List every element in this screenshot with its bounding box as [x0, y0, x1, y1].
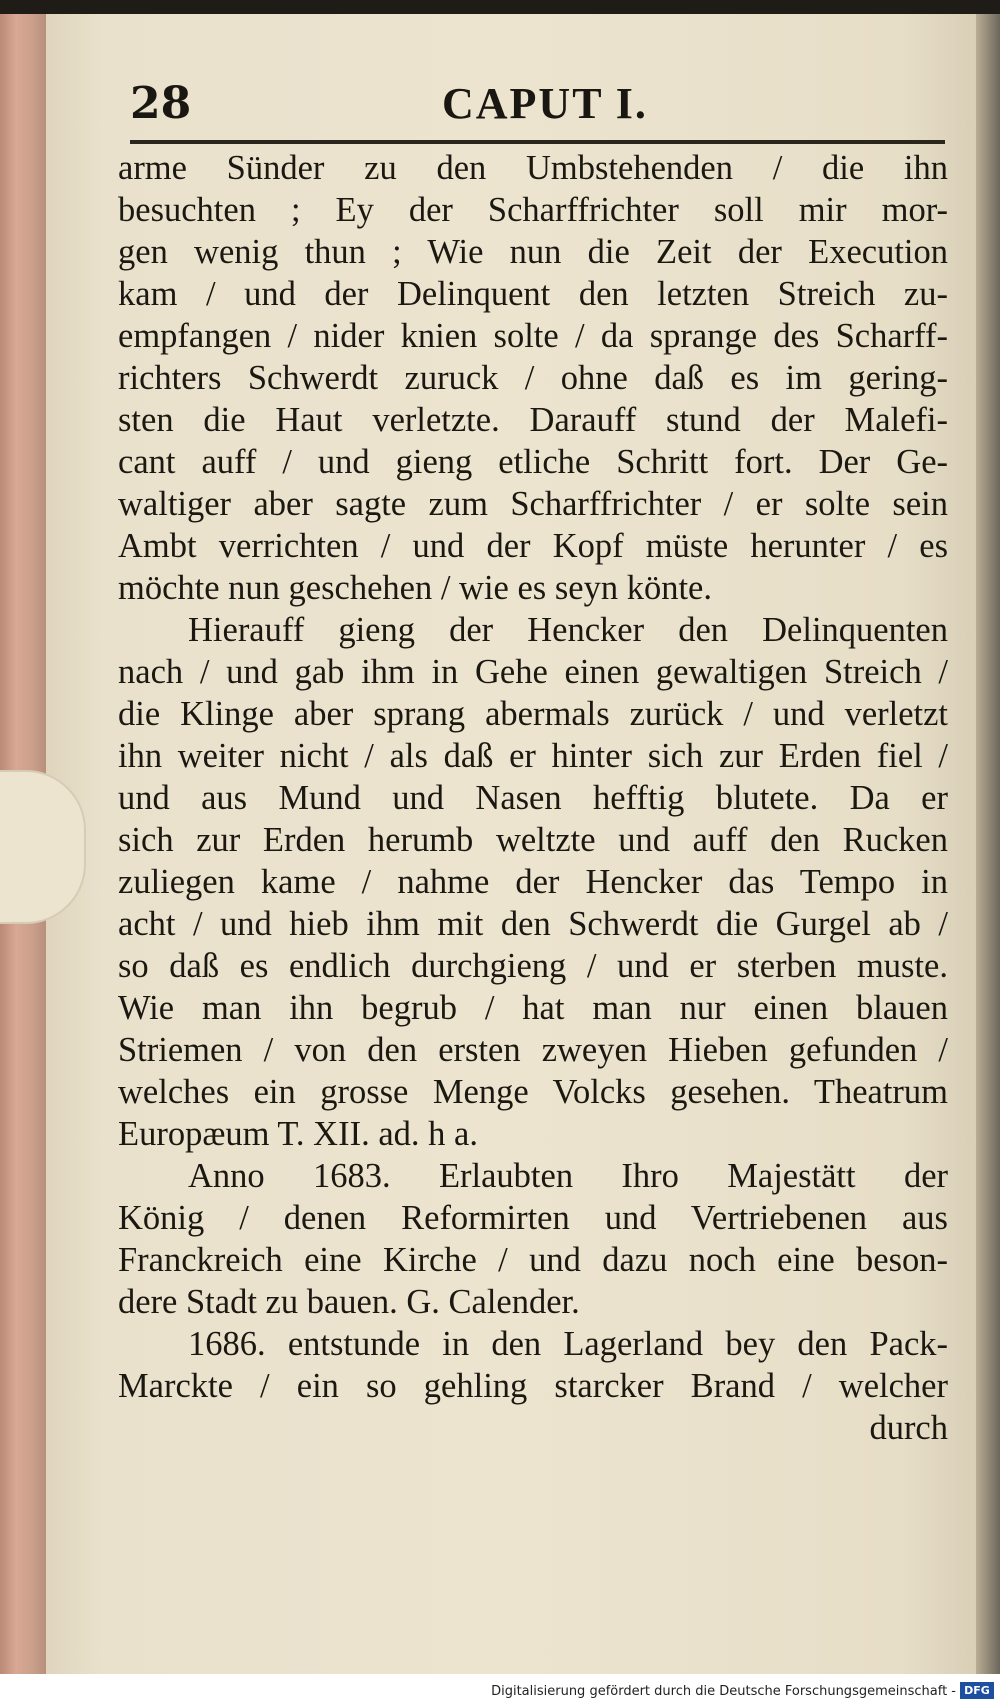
text-line: Hierauff gieng der Hencker den Delinquenten: [188, 611, 948, 649]
text-line: empfangen / nider knien solte / da sprange des Scharff-: [118, 317, 948, 355]
text-line: acht / und hieb ihm mit den Schwerdt die Gurgel ab /: [118, 905, 948, 943]
text-line: 1686. entstunde in den Lagerland bey den Pack-: [188, 1325, 948, 1363]
text-line: Anno 1683. Erlaubten Ihro Majestätt der: [188, 1157, 948, 1195]
text-line: zuliegen kame / nahme der Hencker das Tempo in: [118, 863, 948, 901]
text-line: besuchten ; Ey der Scharffrichter soll mir mor-: [118, 191, 948, 229]
text-line: richters Schwerdt zuruck / ohne daß es im gering-: [118, 359, 948, 397]
text-line: dere Stadt zu bauen. G. Calender.: [118, 1283, 580, 1321]
text-line: möchte nun geschehen / wie es seyn könte.: [118, 569, 712, 607]
text-line: Marckte / ein so gehling starcker Brand / welcher: [118, 1367, 948, 1405]
text-line: durch: [869, 1409, 948, 1447]
text-line: arme Sünder zu den Umbstehenden / die ihn: [118, 149, 948, 187]
header-rule: [130, 140, 945, 144]
text-line: Wie man ihn begrub / hat man nur einen blauen: [118, 989, 948, 1027]
dfg-logo: DFG: [960, 1682, 994, 1699]
text-line: Europæum T. XII. ad. h a.: [118, 1115, 478, 1153]
text-line: Franckreich eine Kirche / und dazu noch eine beson-: [118, 1241, 948, 1279]
text-line: Striemen / von den ersten zweyen Hieben gefunden /: [118, 1031, 948, 1069]
text-line: waltiger aber sagte zum Scharffrichter / er solte sein: [118, 485, 948, 523]
text-line: kam / und der Delinquent den letzten Streich zu-: [118, 275, 948, 313]
page-header: [130, 78, 950, 138]
funding-credit: Digitalisierung gefördert durch die Deutsche Forschungsgemeinschaft -: [491, 1684, 956, 1699]
text-line: nach / und gab ihm in Gehe einen gewaltigen Streich /: [118, 653, 948, 691]
text-line: und aus Mund und Nasen hefftig blutete. Da er: [118, 779, 948, 817]
text-line: sich zur Erden herumb weltzte und auff den Rucken: [118, 821, 948, 859]
text-line: ihn weiter nicht / als daß er hinter sich zur Erden fiel /: [118, 737, 948, 775]
text-line: König / denen Reformirten und Vertriebenen aus: [118, 1199, 948, 1237]
text-line: cant auff / und gieng etliche Schritt fort. Der Ge-: [118, 443, 948, 481]
chapter-title: CAPUT I.: [442, 79, 648, 128]
text-line: so daß es endlich durchgieng / und er sterben muste.: [118, 947, 948, 985]
top-border: [0, 0, 1000, 14]
text-line: gen wenig thun ; Wie nun die Zeit der Execution: [118, 233, 948, 271]
text-line: die Klinge aber sprang abermals zurück / und verletzt: [118, 695, 948, 733]
text-line: welches ein grosse Menge Volcks gesehen. Theatrum: [118, 1073, 948, 1111]
text-line: Ambt verrichten / und der Kopf müste herunter / es: [118, 527, 948, 565]
footer-bar: [0, 1674, 1000, 1708]
text-line: sten die Haut verletzte. Darauff stund der Malefi-: [118, 401, 948, 439]
page-number: 28: [130, 78, 192, 129]
page-edge-right: [976, 14, 1000, 1674]
page-turn-tab[interactable]: [0, 770, 86, 924]
